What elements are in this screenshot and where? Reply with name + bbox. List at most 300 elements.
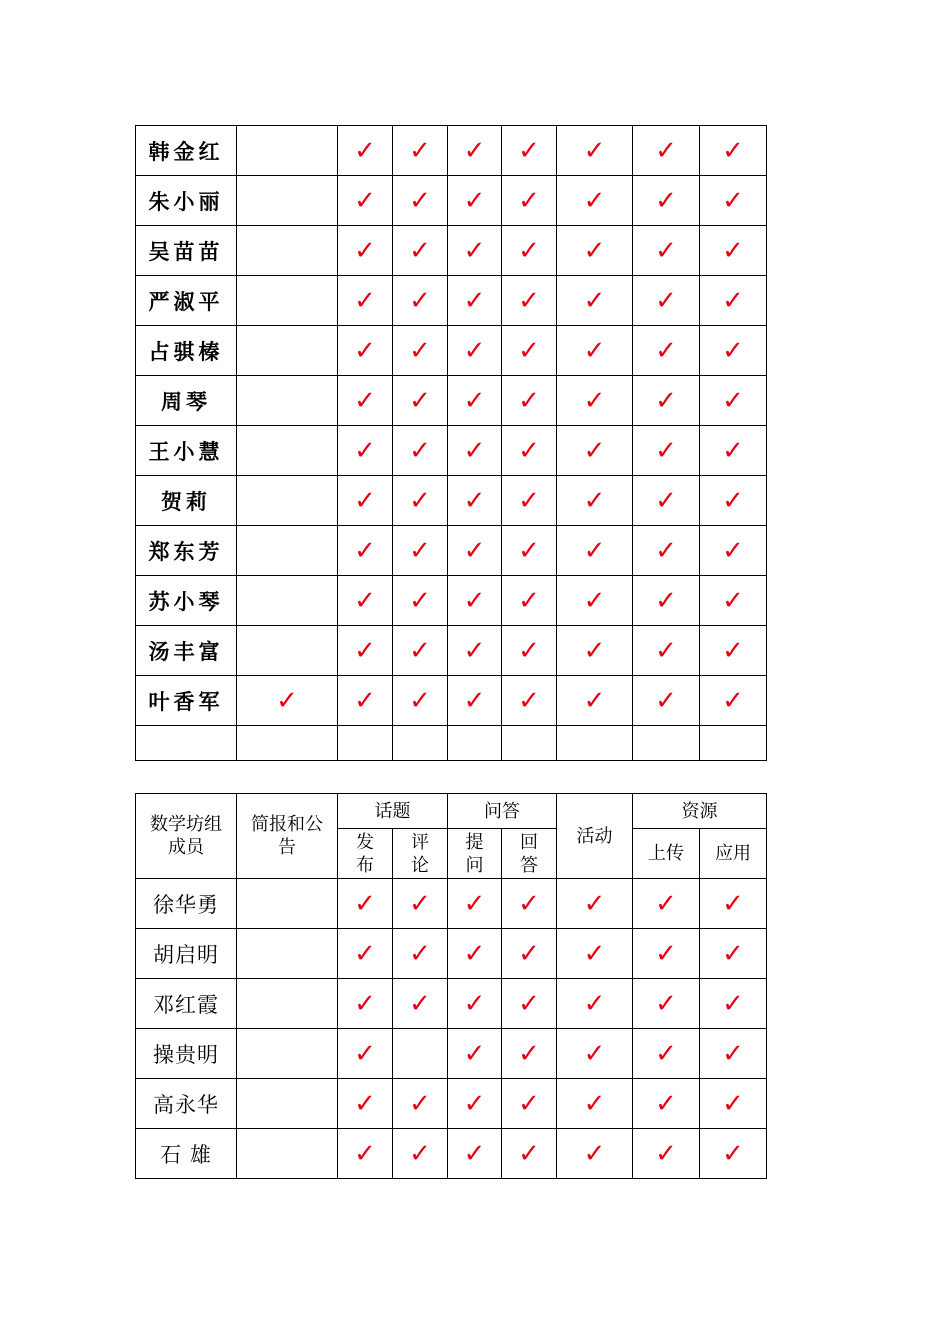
mark-cell [633, 376, 700, 426]
checkmark-icon: ✓ [518, 235, 540, 266]
mark-cell [557, 126, 633, 176]
mark-cell [448, 929, 502, 979]
checkmark-icon: ✓ [354, 1088, 376, 1119]
empty-cell [448, 726, 502, 761]
checkmark-icon: ✓ [583, 1088, 606, 1119]
mark-cell [557, 176, 633, 226]
mark-cell [633, 1029, 700, 1079]
checkmark-icon: ✓ [463, 335, 486, 366]
checkmark-icon: ✓ [409, 988, 431, 1019]
checkmark-icon: ✓ [722, 1038, 744, 1069]
empty-cell [557, 726, 633, 761]
empty-row [136, 726, 767, 761]
header-topic-publish: 发布 [338, 829, 393, 879]
checkmark-icon: ✓ [463, 135, 486, 166]
mark-cell [237, 576, 338, 626]
mark-cell [393, 526, 448, 576]
mark-cell [338, 929, 393, 979]
checkmark-icon: ✓ [583, 435, 606, 466]
checkmark-icon: ✓ [722, 988, 744, 1019]
checkmark-icon: ✓ [722, 1138, 744, 1169]
checkmark-icon: ✓ [463, 888, 486, 919]
mark-cell [237, 526, 338, 576]
member-name: 吴苗苗 [136, 226, 237, 276]
mark-cell [338, 676, 393, 726]
member-name: 石 雄 [136, 1129, 237, 1179]
empty-cell [338, 726, 393, 761]
mark-cell [393, 176, 448, 226]
mark-cell [237, 676, 338, 726]
checkmark-icon: ✓ [722, 635, 744, 666]
mark-cell [338, 226, 393, 276]
mark-cell [338, 426, 393, 476]
checkmark-icon: ✓ [518, 685, 540, 716]
checkmark-icon: ✓ [409, 685, 431, 716]
checkmark-icon: ✓ [655, 938, 677, 969]
participation-table-top [135, 125, 767, 761]
checkmark-icon: ✓ [276, 685, 298, 716]
checkmark-icon: ✓ [655, 135, 677, 166]
top-table-body [136, 126, 767, 761]
mark-cell [502, 476, 557, 526]
table-row [136, 526, 767, 576]
checkmark-icon: ✓ [655, 1138, 677, 1169]
checkmark-icon: ✓ [518, 485, 540, 516]
mark-cell [237, 626, 338, 676]
mark-cell [700, 576, 767, 626]
checkmark-icon: ✓ [583, 235, 606, 266]
checkmark-icon: ✓ [722, 585, 744, 616]
checkmark-icon: ✓ [722, 185, 744, 216]
checkmark-icon: ✓ [409, 635, 431, 666]
checkmark-icon: ✓ [409, 385, 431, 416]
mark-cell [700, 1129, 767, 1179]
mark-cell [700, 276, 767, 326]
checkmark-icon: ✓ [722, 385, 744, 416]
checkmark-icon: ✓ [463, 535, 486, 566]
checkmark-icon: ✓ [583, 685, 606, 716]
checkmark-icon: ✓ [518, 185, 540, 216]
checkmark-icon: ✓ [722, 888, 744, 919]
checkmark-icon: ✓ [518, 938, 540, 969]
checkmark-icon: ✓ [655, 185, 677, 216]
checkmark-icon: ✓ [354, 635, 376, 666]
mark-cell [338, 176, 393, 226]
checkmark-icon: ✓ [583, 585, 606, 616]
mark-cell [633, 426, 700, 476]
mark-cell [633, 176, 700, 226]
header-topic: 话题 [338, 794, 448, 829]
checkmark-icon: ✓ [354, 535, 376, 566]
checkmark-icon: ✓ [463, 635, 486, 666]
mark-cell [448, 126, 502, 176]
checkmark-icon: ✓ [583, 938, 606, 969]
member-name: 韩金红 [136, 126, 237, 176]
header-qa-ask: 提问 [448, 829, 502, 879]
mark-cell [502, 176, 557, 226]
mark-cell [502, 576, 557, 626]
mark-cell [338, 376, 393, 426]
mark-cell [502, 426, 557, 476]
mark-cell [448, 676, 502, 726]
checkmark-icon: ✓ [354, 335, 376, 366]
checkmark-icon: ✓ [583, 635, 606, 666]
empty-cell [393, 726, 448, 761]
checkmark-icon: ✓ [409, 285, 431, 316]
checkmark-icon: ✓ [354, 1138, 376, 1169]
checkmark-icon: ✓ [722, 938, 744, 969]
mark-cell [448, 526, 502, 576]
member-name: 郑东芳 [136, 526, 237, 576]
checkmark-icon: ✓ [463, 235, 486, 266]
mark-cell [502, 226, 557, 276]
mark-cell [557, 1079, 633, 1129]
mark-cell [557, 626, 633, 676]
mark-cell [700, 326, 767, 376]
member-name: 汤丰富 [136, 626, 237, 676]
checkmark-icon: ✓ [409, 535, 431, 566]
checkmark-icon: ✓ [354, 485, 376, 516]
mark-cell [557, 426, 633, 476]
mark-cell [502, 676, 557, 726]
member-name: 严淑平 [136, 276, 237, 326]
table-row [136, 1129, 767, 1179]
mark-cell [237, 476, 338, 526]
mark-cell [448, 276, 502, 326]
mark-cell [700, 226, 767, 276]
header-qa-answer: 回答 [502, 829, 557, 879]
mark-cell [237, 176, 338, 226]
table-row [136, 1029, 767, 1079]
mark-cell [338, 526, 393, 576]
checkmark-icon: ✓ [722, 485, 744, 516]
checkmark-icon: ✓ [583, 285, 606, 316]
table-row [136, 979, 767, 1029]
checkmark-icon: ✓ [655, 635, 677, 666]
checkmark-icon: ✓ [463, 585, 486, 616]
header-resource-upload: 上传 [633, 829, 700, 879]
mark-cell [237, 1129, 338, 1179]
mark-cell [633, 476, 700, 526]
mark-cell [338, 126, 393, 176]
mark-cell [448, 176, 502, 226]
mark-cell [502, 626, 557, 676]
mark-cell [502, 126, 557, 176]
mark-cell [700, 1029, 767, 1079]
mark-cell [338, 879, 393, 929]
header-activity: 活动 [557, 794, 633, 879]
checkmark-icon: ✓ [655, 535, 677, 566]
checkmark-icon: ✓ [409, 1138, 431, 1169]
mark-cell [633, 929, 700, 979]
mark-cell [700, 426, 767, 476]
mark-cell [237, 1079, 338, 1129]
header-resource-apply: 应用 [700, 829, 767, 879]
checkmark-icon: ✓ [409, 135, 431, 166]
mark-cell [393, 676, 448, 726]
mark-cell [393, 1029, 448, 1079]
table-row [136, 1079, 767, 1129]
checkmark-icon: ✓ [409, 585, 431, 616]
checkmark-icon: ✓ [583, 385, 606, 416]
checkmark-icon: ✓ [655, 485, 677, 516]
mark-cell [393, 626, 448, 676]
member-name: 胡启明 [136, 929, 237, 979]
checkmark-icon: ✓ [722, 135, 744, 166]
checkmark-icon: ✓ [354, 285, 376, 316]
mark-cell [448, 879, 502, 929]
mark-cell [700, 1079, 767, 1129]
mark-cell [448, 426, 502, 476]
mark-cell [393, 126, 448, 176]
table-row [136, 676, 767, 726]
checkmark-icon: ✓ [655, 685, 677, 716]
mark-cell [700, 879, 767, 929]
checkmark-icon: ✓ [463, 1138, 486, 1169]
mark-cell [448, 626, 502, 676]
mark-cell [700, 676, 767, 726]
checkmark-icon: ✓ [583, 988, 606, 1019]
checkmark-icon: ✓ [409, 938, 431, 969]
mark-cell [237, 929, 338, 979]
mark-cell [338, 979, 393, 1029]
checkmark-icon: ✓ [354, 235, 376, 266]
checkmark-icon: ✓ [354, 585, 376, 616]
mark-cell [633, 626, 700, 676]
mark-cell [393, 276, 448, 326]
mark-cell [700, 979, 767, 1029]
checkmark-icon: ✓ [722, 435, 744, 466]
member-name: 王小慧 [136, 426, 237, 476]
checkmark-icon: ✓ [583, 135, 606, 166]
checkmark-icon: ✓ [463, 485, 486, 516]
mark-cell [237, 376, 338, 426]
checkmark-icon: ✓ [518, 1088, 540, 1119]
member-name: 苏小琴 [136, 576, 237, 626]
checkmark-icon: ✓ [518, 285, 540, 316]
checkmark-icon: ✓ [655, 888, 677, 919]
checkmark-icon: ✓ [655, 285, 677, 316]
mark-cell [338, 626, 393, 676]
mark-cell [633, 276, 700, 326]
table-row [136, 126, 767, 176]
mark-cell [338, 476, 393, 526]
mark-cell [700, 376, 767, 426]
mark-cell [633, 326, 700, 376]
member-name: 邓红霞 [136, 979, 237, 1029]
checkmark-icon: ✓ [655, 988, 677, 1019]
mark-cell [237, 879, 338, 929]
checkmark-icon: ✓ [518, 385, 540, 416]
checkmark-icon: ✓ [518, 635, 540, 666]
mark-cell [448, 1129, 502, 1179]
checkmark-icon: ✓ [655, 585, 677, 616]
checkmark-icon: ✓ [354, 385, 376, 416]
checkmark-icon: ✓ [518, 535, 540, 566]
mark-cell [448, 576, 502, 626]
mark-cell [633, 979, 700, 1029]
mark-cell [557, 879, 633, 929]
mark-cell [502, 326, 557, 376]
checkmark-icon: ✓ [518, 1138, 540, 1169]
mark-cell [502, 929, 557, 979]
mark-cell [237, 226, 338, 276]
table-row [136, 929, 767, 979]
table-row [136, 576, 767, 626]
mark-cell [633, 576, 700, 626]
mark-cell [557, 576, 633, 626]
mark-cell [448, 326, 502, 376]
member-name: 周琴 [136, 376, 237, 426]
mark-cell [237, 979, 338, 1029]
table-row [136, 276, 767, 326]
checkmark-icon: ✓ [655, 1038, 677, 1069]
member-name: 占骐榛 [136, 326, 237, 376]
mark-cell [502, 1079, 557, 1129]
table-header [136, 794, 767, 879]
mark-cell [633, 526, 700, 576]
mark-cell [393, 476, 448, 526]
checkmark-icon: ✓ [463, 385, 486, 416]
checkmark-icon: ✓ [518, 988, 540, 1019]
checkmark-icon: ✓ [518, 888, 540, 919]
mark-cell [338, 1129, 393, 1179]
table-row [136, 176, 767, 226]
checkmark-icon: ✓ [409, 335, 431, 366]
mark-cell [338, 576, 393, 626]
mark-cell [557, 1029, 633, 1079]
mark-cell [448, 226, 502, 276]
mark-cell [633, 676, 700, 726]
mark-cell [557, 979, 633, 1029]
checkmark-icon: ✓ [518, 335, 540, 366]
checkmark-icon: ✓ [655, 435, 677, 466]
member-name: 操贵明 [136, 1029, 237, 1079]
checkmark-icon: ✓ [722, 685, 744, 716]
checkmark-icon: ✓ [409, 888, 431, 919]
mark-cell [338, 276, 393, 326]
mark-cell [502, 879, 557, 929]
checkmark-icon: ✓ [463, 185, 486, 216]
mark-cell [557, 276, 633, 326]
member-name: 徐华勇 [136, 879, 237, 929]
checkmark-icon: ✓ [354, 988, 376, 1019]
mark-cell [557, 476, 633, 526]
checkmark-icon: ✓ [463, 685, 486, 716]
mark-cell [237, 326, 338, 376]
mark-cell [633, 879, 700, 929]
checkmark-icon: ✓ [655, 335, 677, 366]
checkmark-icon: ✓ [722, 335, 744, 366]
mark-cell [633, 226, 700, 276]
mark-cell [700, 526, 767, 576]
checkmark-icon: ✓ [463, 938, 486, 969]
mark-cell [448, 476, 502, 526]
mark-cell [393, 426, 448, 476]
participation-table-bottom [135, 793, 767, 1179]
header-resource: 资源 [633, 794, 767, 829]
checkmark-icon: ✓ [583, 888, 606, 919]
mark-cell [393, 576, 448, 626]
mark-cell [393, 376, 448, 426]
member-name: 叶香军 [136, 676, 237, 726]
mark-cell [700, 126, 767, 176]
mark-cell [502, 376, 557, 426]
header-topic-comment: 评论 [393, 829, 448, 879]
header-qa: 问答 [448, 794, 557, 829]
mark-cell [237, 1029, 338, 1079]
mark-cell [393, 1129, 448, 1179]
member-name: 高永华 [136, 1079, 237, 1129]
header-briefing: 简报和公告 [237, 794, 338, 879]
table-row [136, 226, 767, 276]
checkmark-icon: ✓ [354, 888, 376, 919]
mark-cell [237, 126, 338, 176]
empty-cell [700, 726, 767, 761]
member-name: 贺莉 [136, 476, 237, 526]
empty-cell [502, 726, 557, 761]
table-row [136, 426, 767, 476]
mark-cell [557, 929, 633, 979]
checkmark-icon: ✓ [354, 938, 376, 969]
checkmark-icon: ✓ [354, 435, 376, 466]
checkmark-icon: ✓ [655, 1088, 677, 1119]
mark-cell [393, 226, 448, 276]
checkmark-icon: ✓ [722, 535, 744, 566]
checkmark-icon: ✓ [583, 535, 606, 566]
mark-cell [448, 1079, 502, 1129]
mark-cell [502, 1129, 557, 1179]
table-row [136, 626, 767, 676]
checkmark-icon: ✓ [354, 185, 376, 216]
checkmark-icon: ✓ [354, 135, 376, 166]
mark-cell [502, 979, 557, 1029]
mark-cell [633, 126, 700, 176]
bottom-table-body [136, 879, 767, 1179]
mark-cell [700, 929, 767, 979]
checkmark-icon: ✓ [409, 1088, 431, 1119]
mark-cell [557, 326, 633, 376]
mark-cell [700, 626, 767, 676]
mark-cell [633, 1129, 700, 1179]
checkmark-icon: ✓ [722, 1088, 744, 1119]
checkmark-icon: ✓ [518, 1038, 540, 1069]
checkmark-icon: ✓ [354, 685, 376, 716]
mark-cell [448, 979, 502, 1029]
checkmark-icon: ✓ [655, 235, 677, 266]
checkmark-icon: ✓ [583, 485, 606, 516]
mark-cell [237, 426, 338, 476]
checkmark-icon: ✓ [463, 1038, 486, 1069]
mark-cell [448, 1029, 502, 1079]
mark-cell [557, 226, 633, 276]
checkmark-icon: ✓ [463, 1088, 486, 1119]
empty-cell [633, 726, 700, 761]
empty-cell [237, 726, 338, 761]
table-row [136, 476, 767, 526]
checkmark-icon: ✓ [722, 285, 744, 316]
checkmark-icon: ✓ [463, 435, 486, 466]
mark-cell [557, 376, 633, 426]
mark-cell [633, 1079, 700, 1129]
checkmark-icon: ✓ [463, 285, 486, 316]
member-name: 朱小丽 [136, 176, 237, 226]
table-row [136, 376, 767, 426]
mark-cell [393, 1079, 448, 1129]
empty-cell [136, 726, 237, 761]
mark-cell [237, 276, 338, 326]
checkmark-icon: ✓ [518, 135, 540, 166]
